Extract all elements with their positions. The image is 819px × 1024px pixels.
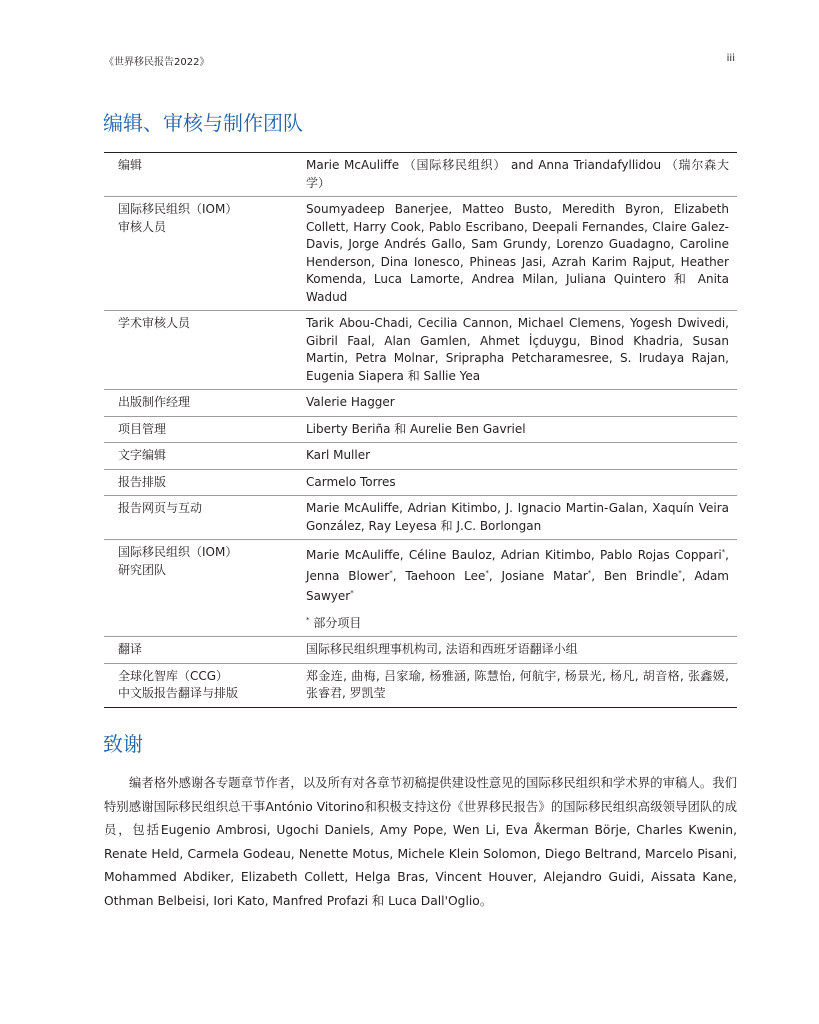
table-row (104, 416, 737, 443)
partial-project-mark: * (350, 589, 354, 597)
role-label: 报告排版 (104, 469, 306, 496)
name-part: , Ben Brindle (591, 568, 679, 583)
table-row (104, 540, 737, 637)
name-part: , Josiane Matar (488, 568, 588, 583)
names-cell: Karl Muller (306, 443, 737, 470)
role-label: 文字编辑 (104, 443, 306, 470)
names-cell: Carmelo Torres (306, 469, 737, 496)
acknowledgements-heading: 致谢 (103, 732, 143, 756)
footnote-text: 部分项目 (309, 615, 362, 630)
table-row (104, 637, 737, 664)
acknowledgements-paragraph: 编者格外感谢各专题章节作者，以及所有对各章节初稿提供建设性意见的国际移民组织和学术界的审稿人。我们特别感谢国际移民组织总干事António Vitorino和积极支持这份《世界移民报告》的国际移民组织高级领导团队的成员，包括Eugenio Ambrosi, Ugochi Daniels, Amy Pope, Wen Li, Eva Åkerman Börje, Charles Kwenin, Renate Held, Carmela Godeau, Nenette Motus, Michele Klein Solomon, Diego Beltrand, Marcelo Pisani, Mohammed Abdiker, Elizabeth Collett, Helga Bras, Vincent Houver, Alejandro Guidi, Aissata Kane, Othman Belbeisi, Iori Kato, Manfred Profazi 和 Luca Dall'Oglio。 (104, 776, 737, 908)
role-label: 项目管理 (104, 416, 306, 443)
names-cell: Marie McAuliffe （国际移民组织） and Anna Triandafyllidou （瑞尔森大学） (306, 153, 737, 197)
table-row (104, 443, 737, 470)
role-label: 全球化智库（CCG） 中文版报告翻译与排版 (118, 668, 239, 700)
footnote-mark: * (306, 615, 310, 624)
role-label: 报告网页与互动 (104, 496, 306, 540)
table-row (104, 197, 737, 311)
role-label: 国际移民组织（IOM） 研究团队 (104, 540, 306, 637)
name-part: Marie McAuliffe, Céline Bauloz, Adrian Kitimbo, Pablo Rojas Coppari (306, 548, 722, 562)
name-part: , Adam Sawyer (306, 568, 729, 603)
credits-table (104, 152, 737, 708)
table-row (104, 311, 737, 390)
role-label: 翻译 (104, 637, 306, 664)
footnote (306, 612, 729, 633)
table-row (104, 390, 737, 417)
partial-project-mark: * (721, 548, 726, 556)
names-cell: Tarik Abou-Chadi, Cecilia Cannon, Michael Clemens, Yogesh Dwivedi, Gibril Faal, Alan Gamlen, Ahmet İçduygu, Binod Khadria, Susan Martin, Petra Molnar, Sriprapha Petcharamesree, S. Irudaya Rajan, Eugenia Siapera 和 Sallie Yea (306, 311, 737, 390)
table-row (104, 469, 737, 496)
role-label: 国际移民组织（IOM） 审核人员 (104, 197, 306, 311)
names-cell: 郑金连, 曲梅, 吕家瑜, 杨雅涵, 陈慧怡, 何航宇, 杨景光, 杨凡, 胡音格, 张鑫媛, 张睿君, 罗凯莹 (306, 668, 729, 700)
names-cell: Soumyadeep Banerjee, Matteo Busto, Meredith Byron, Elizabeth Collett, Harry Cook, Pablo Escribano, Deepali Fernandes, Claire Galez-Davis, Jorge Andrés Gallo, Sam Grundy, Lorenzo Guadagno, Caroline Henderson, Dina Ionesco, Phineas Jasi, Azrah Karim Rajput, Heather Komenda, Luca Lamorte, Andrea Milan, Juliana Quintero 和 Anita Wadud (306, 197, 737, 311)
role-label: 学术审核人员 (104, 311, 306, 390)
names-cell: Liberty Beriña 和 Aurelie Ben Gavriel (306, 416, 737, 443)
name-part: , Taehoon Lee (392, 568, 486, 583)
table-row (104, 153, 737, 197)
names-cell (306, 540, 737, 637)
names-cell: 国际移民组织理事机构司, 法语和西班牙语翻译小组 (306, 637, 737, 664)
partial-project-mark: * (485, 568, 489, 577)
page-number: iii (726, 53, 735, 64)
name-part: , Jenna Blower (306, 548, 729, 583)
credits-heading: 编辑、审核与制作团队 (103, 111, 303, 135)
names-cell: Valerie Hagger (306, 390, 737, 417)
role-label: 出版制作经理 (104, 390, 306, 417)
partial-project-mark: * (389, 568, 393, 577)
table-row (104, 663, 737, 707)
research-team-names (306, 544, 729, 606)
running-title: 《世界移民报告2022》 (104, 57, 210, 68)
names-cell: Marie McAuliffe, Adrian Kitimbo, J. Ignacio Martin-Galan, Xaquín Veira González, Ray Leyesa 和 J.C. Borlongan (306, 496, 737, 540)
partial-project-mark: * (678, 568, 682, 577)
table-row (104, 496, 737, 540)
role-label: 编辑 (104, 153, 306, 197)
partial-project-mark: * (587, 568, 592, 577)
